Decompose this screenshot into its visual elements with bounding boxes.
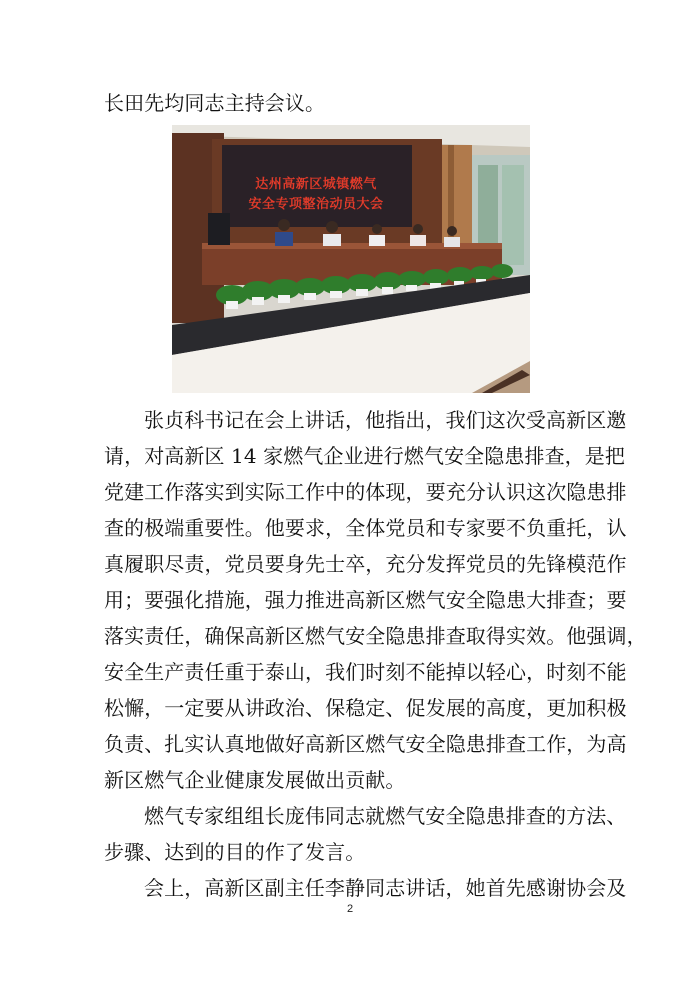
meeting-photo-illustration	[172, 125, 530, 393]
paragraph-line: 新区燃气企业健康发展做出贡献。	[104, 768, 406, 792]
paragraph-line: 松懈，一定要从讲政治、保稳定、促发展的高度，更加积极	[104, 696, 627, 720]
opening-line: 长田先均同志主持会议。	[104, 91, 326, 115]
paragraph-line: 安全生产责任重于泰山，我们时刻不能掉以轻心，时刻不能	[104, 660, 627, 684]
banner-line-2: 安全专项整治动员大会	[248, 197, 384, 212]
meeting-photo	[172, 125, 530, 393]
paragraph-line: 用；要强化措施，强力推进高新区燃气安全隐患大排查；要	[104, 588, 627, 612]
paragraph-line: 请，对高新区 14 家燃气企业进行燃气安全隐患排查，是把	[104, 444, 625, 468]
banner-line-1: 达州高新区城镇燃气	[255, 177, 377, 192]
paragraph-line: 负责、扎实认真地做好高新区燃气安全隐患排查工作，为高	[104, 732, 627, 756]
paragraph-line: 查的极端重要性。他要求，全体党员和专家要不负重托，认	[104, 516, 627, 540]
paragraph-line: 燃气专家组组长庞伟同志就燃气安全隐患排查的方法、	[144, 804, 627, 828]
paragraph-line: 会上，高新区副主任李静同志讲话，她首先感谢协会及	[144, 876, 627, 900]
paragraph-line: 党建工作落实到实际工作中的体现，要充分认识这次隐患排	[104, 480, 627, 504]
page-number: 2	[346, 903, 354, 915]
paragraph-line: 真履职尽责，党员要身先士卒，充分发挥党员的先锋模范作	[104, 552, 627, 576]
paragraph-line: 张贞科书记在会上讲话，他指出，我们这次受高新区邀	[144, 408, 627, 432]
paragraph-line: 落实责任，确保高新区燃气安全隐患排查取得实效。他强调，	[104, 624, 647, 648]
paragraph-line: 步骤、达到的目的作了发言。	[104, 840, 366, 864]
